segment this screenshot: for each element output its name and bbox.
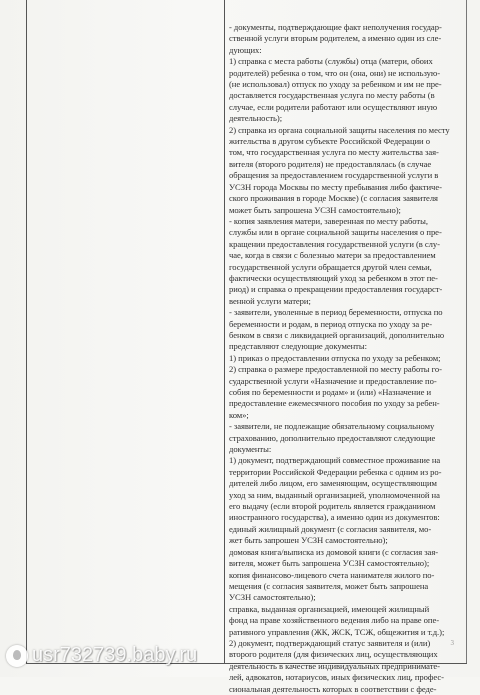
baby-face-icon (6, 645, 28, 667)
document-line: второго родителя (для физических лиц, осуществляющих (229, 649, 438, 660)
document-line: родителей) ребенка о том, что он (она, они) не использую- (229, 67, 441, 78)
document-body-text (229, 22, 458, 695)
document-line: - заявители, не подлежащие обязательному социальному (229, 421, 435, 432)
document-line: копия финансово-лицевого счета нанимателя жилого по- (229, 569, 435, 580)
document-line: иностранного государства), а именно один из документов: (229, 512, 440, 523)
document-line: обращения за предоставлением государственной услуги в (229, 170, 439, 181)
document-line: территории Российской Федерации ребенка с одним из ро- (229, 466, 442, 477)
document-line: риод) и справка о прекращении предоставления государст- (229, 284, 443, 295)
document-line: представляют следующие документы: (229, 341, 367, 352)
document-line: вителя (второго родителя) не предоставлялась (в случае (229, 158, 432, 169)
document-line: - документы, подтверждающие факт неполучения государ- (229, 22, 442, 32)
document-line: фактически осуществляющий уход за ребенком в этот пе- (229, 272, 438, 283)
document-line: жет быть запрошен УСЗН самостоятельно); (229, 535, 388, 546)
document-line: 1) документ, подтверждающий совместное проживание на (229, 455, 441, 466)
table-right-border (466, 0, 467, 664)
document-line: жительства в другом субъекте Российской Федерации о (229, 136, 430, 147)
document-line: уход за ним, выданный организацией, уполномоченной на (229, 489, 440, 500)
document-line: УСЗН города Москвы по месту пребывания либо фактиче- (229, 181, 442, 192)
document-line: дителей либо лицом, его заменяющим, осуществляющим (229, 478, 437, 489)
document-line: домовая книга/выписка из домовой книги (с согласия зая- (229, 546, 439, 557)
document-line: фонд на праве хозяйственного ведения либо на праве опе- (229, 615, 440, 626)
document-line: сиональная деятельность которых в соответствии с феде- (229, 683, 437, 694)
document-line: чае, когда в связи с болезнью матери за предоставлением (229, 250, 436, 261)
document-line: его выдачу (если второй родитель является гражданином (229, 501, 436, 512)
table-column-divider (224, 0, 225, 664)
document-line: дующих: (229, 44, 262, 55)
document-line: 1) приказ о предоставлении отпуска по уходу за ребенком; (229, 352, 441, 363)
watermark-text: usr732739.baby.ru (32, 644, 198, 666)
document-line: лей, адвокатов, нотариусов, иных физических лиц, профес- (229, 672, 444, 683)
table-left-border (26, 0, 27, 664)
document-line: венной услуги матери; (229, 295, 311, 306)
document-line: собия по беременности и родам» и (или) «Назначение и (229, 387, 432, 397)
document-line: ственной услуги вторым родителем, а именно один из сле- (229, 33, 442, 44)
document-line: 1) справка с места работы (службы) отца (матери, обоих (229, 56, 433, 67)
document-line: может быть запрошена УСЗН самостоятельно); (229, 204, 401, 215)
document-line: ского проживания в городе Москве) (с согласия заявителя (229, 193, 438, 204)
page-number: 3 (450, 639, 454, 647)
document-line: 2) справка о размере предоставленной по месту работы го- (229, 364, 442, 375)
document-line: - заявители, уволенные в период беременности, отпуска по (229, 307, 443, 318)
document-line: вителя, может быть запрошена УСЗН самостоятельно); (229, 558, 430, 569)
document-line: 2) справка из органа социальной защиты населения по месту (229, 124, 450, 135)
document-line: мещения (с согласия заявителя, может быть запрошена (229, 580, 429, 591)
document-line: бенком в связи с ликвидацией организаций, дополнительно (229, 329, 445, 340)
document-line: ративного управления (ЖК, ЖСК, ТСЖ, общежития и т.д.); (229, 626, 445, 637)
document-line: беременности и родам, в период отпуска по уходу за ре- (229, 318, 433, 329)
document-line: ком»; (229, 409, 249, 420)
document-line: службы или в органе социальной защиты населения о пре- (229, 227, 442, 238)
document-line: деятельность); (229, 113, 283, 124)
document-line: справка, выданная организацией, имеющей жилищный (229, 603, 430, 614)
document-line: единый жилищный документ (с согласия заявителя, мо- (229, 523, 432, 534)
document-line: документы: (229, 444, 272, 455)
document-line: УСЗН самостоятельно); (229, 592, 316, 603)
document-line: страхованию, дополнительно предоставляют следующие (229, 432, 436, 443)
document-line: кращении предоставления государственной услуги (в слу- (229, 238, 440, 249)
document-line: государственной услуги обращается другой член семьи, (229, 261, 432, 272)
document-line: том, что государственная услуга по месту жительства зая- (229, 147, 439, 158)
document-line: 2) документ, подтверждающий статус заявителя и (или) (229, 637, 431, 648)
document-line: деятельность в качестве индивидуальных предпринимате- (229, 660, 440, 671)
document-line: случае, если родители работают или осуществляют иную (229, 101, 438, 112)
document-line: доставляется государственная услуга по месту работы (в (229, 90, 435, 101)
watermark (6, 644, 197, 667)
document-line: предоставление ежемесячного пособия по уходу за ребен- (229, 398, 440, 409)
document-line: (не использовал) отпуск по уходу за ребенком и им не пре- (229, 79, 442, 90)
document-line: сударственной услуги «Назначение и предоставление по- (229, 375, 437, 386)
document-line: - копия заявления матери, заверенная по месту работы, (229, 215, 428, 226)
